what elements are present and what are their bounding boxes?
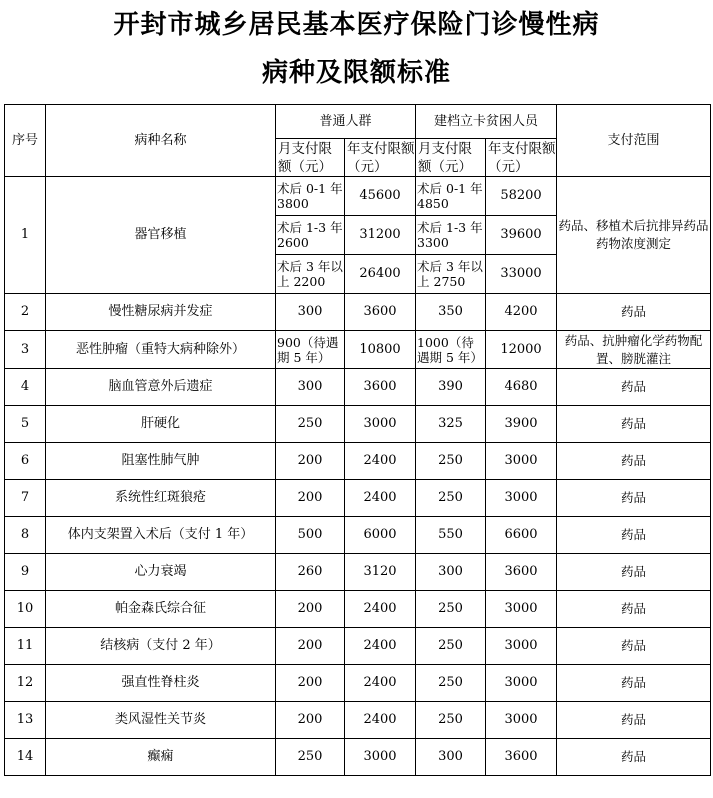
header-general-group: 普通人群 <box>276 105 416 139</box>
row-general-yearly: 3600 <box>345 294 416 331</box>
row-general-monthly: 900（待遇期 5 年） <box>276 331 345 369</box>
organ-poor-yearly: 33000 <box>486 255 557 294</box>
row-poor-monthly: 250 <box>416 443 486 480</box>
row-seq: 9 <box>5 554 46 591</box>
row-general-monthly: 300 <box>276 369 345 406</box>
row-poor-yearly: 3000 <box>486 480 557 517</box>
row-payment-scope: 药品、移植术后抗排异药品药物浓度测定 <box>557 177 711 294</box>
row-general-monthly: 200 <box>276 628 345 665</box>
row-general-yearly: 2400 <box>345 702 416 739</box>
table-row <box>5 702 711 739</box>
row-general-monthly: 200 <box>276 665 345 702</box>
row-general-monthly: 200 <box>276 702 345 739</box>
row-disease-name: 系统性红斑狼疮 <box>46 480 276 517</box>
organ-poor-monthly: 术后 0-1 年 4850 <box>416 177 486 216</box>
row-disease-name: 类风湿性关节炎 <box>46 702 276 739</box>
table-row <box>5 739 711 776</box>
row-payment-scope: 药品 <box>557 665 711 702</box>
row-seq: 4 <box>5 369 46 406</box>
row-general-monthly: 200 <box>276 443 345 480</box>
row-general-monthly: 250 <box>276 406 345 443</box>
row-poor-monthly: 350 <box>416 294 486 331</box>
row-general-monthly: 500 <box>276 517 345 554</box>
row-poor-monthly: 250 <box>416 628 486 665</box>
header-poor-monthly: 月支付限额（元） <box>416 139 486 177</box>
row-seq: 6 <box>5 443 46 480</box>
row-poor-monthly: 1000（待遇期 5 年） <box>416 331 486 369</box>
table-row <box>5 406 711 443</box>
organ-poor-yearly: 58200 <box>486 177 557 216</box>
organ-general-yearly: 31200 <box>345 216 416 255</box>
row-general-monthly: 260 <box>276 554 345 591</box>
row-disease-name: 帕金森氏综合征 <box>46 591 276 628</box>
row-payment-scope: 药品 <box>557 702 711 739</box>
table-header-row <box>5 105 711 139</box>
organ-general-monthly: 术后 0-1 年 3800 <box>276 177 345 216</box>
row-general-monthly: 200 <box>276 591 345 628</box>
row-general-monthly: 300 <box>276 294 345 331</box>
row-poor-monthly: 390 <box>416 369 486 406</box>
row-poor-monthly: 250 <box>416 702 486 739</box>
row-general-yearly: 2400 <box>345 480 416 517</box>
row-payment-scope: 药品 <box>557 369 711 406</box>
row-disease-name: 结核病（支付 2 年） <box>46 628 276 665</box>
row-payment-scope: 药品 <box>557 628 711 665</box>
organ-poor-yearly: 39600 <box>486 216 557 255</box>
row-poor-monthly: 325 <box>416 406 486 443</box>
row-seq: 5 <box>5 406 46 443</box>
row-payment-scope: 药品 <box>557 739 711 776</box>
row-seq: 11 <box>5 628 46 665</box>
organ-poor-monthly: 术后 1-3 年 3300 <box>416 216 486 255</box>
row-general-yearly: 2400 <box>345 628 416 665</box>
table-row <box>5 369 711 406</box>
row-poor-yearly: 3000 <box>486 443 557 480</box>
row-poor-yearly: 4680 <box>486 369 557 406</box>
row-poor-monthly: 300 <box>416 554 486 591</box>
table-row <box>5 331 711 369</box>
row-disease-name: 阻塞性肺气肿 <box>46 443 276 480</box>
organ-general-yearly: 26400 <box>345 255 416 294</box>
row-seq: 1 <box>5 177 46 294</box>
row-payment-scope: 药品 <box>557 294 711 331</box>
organ-poor-monthly: 术后 3 年以上 2750 <box>416 255 486 294</box>
row-payment-scope: 药品 <box>557 554 711 591</box>
row-disease-name: 器官移植 <box>46 177 276 294</box>
row-general-yearly: 3000 <box>345 739 416 776</box>
table-row <box>5 294 711 331</box>
organ-general-monthly: 术后 3 年以上 2200 <box>276 255 345 294</box>
table-row <box>5 554 711 591</box>
row-poor-monthly: 300 <box>416 739 486 776</box>
header-poor-group: 建档立卡贫困人员 <box>416 105 557 139</box>
table-row <box>5 517 711 554</box>
row-seq: 13 <box>5 702 46 739</box>
row-seq: 14 <box>5 739 46 776</box>
row-poor-monthly: 550 <box>416 517 486 554</box>
row-payment-scope: 药品 <box>557 406 711 443</box>
header-poor-yearly: 年支付限额（元） <box>486 139 557 177</box>
row-seq: 3 <box>5 331 46 369</box>
header-general-monthly: 月支付限额（元） <box>276 139 345 177</box>
row-poor-yearly: 3000 <box>486 665 557 702</box>
table-row <box>5 177 711 216</box>
disease-limit-table <box>4 104 711 776</box>
row-general-monthly: 250 <box>276 739 345 776</box>
row-disease-name: 脑血管意外后遗症 <box>46 369 276 406</box>
row-general-monthly: 200 <box>276 480 345 517</box>
row-general-yearly: 2400 <box>345 443 416 480</box>
table-row <box>5 628 711 665</box>
row-poor-monthly: 250 <box>416 480 486 517</box>
document-title-line2: 病种及限额标准 <box>261 58 451 88</box>
table-row <box>5 591 711 628</box>
row-general-yearly: 3600 <box>345 369 416 406</box>
row-general-yearly: 2400 <box>345 591 416 628</box>
row-seq: 2 <box>5 294 46 331</box>
row-disease-name: 慢性糖尿病并发症 <box>46 294 276 331</box>
row-disease-name: 体内支架置入术后（支付 1 年） <box>46 517 276 554</box>
row-poor-yearly: 3600 <box>486 554 557 591</box>
table-row <box>5 443 711 480</box>
row-poor-yearly: 3600 <box>486 739 557 776</box>
row-general-yearly: 2400 <box>345 665 416 702</box>
row-seq: 8 <box>5 517 46 554</box>
header-seq: 序号 <box>5 105 46 177</box>
header-payment-scope: 支付范围 <box>557 105 711 177</box>
row-poor-yearly: 4200 <box>486 294 557 331</box>
organ-general-monthly: 术后 1-3 年 2600 <box>276 216 345 255</box>
row-poor-yearly: 6600 <box>486 517 557 554</box>
row-payment-scope: 药品 <box>557 480 711 517</box>
header-general-yearly: 年支付限额（元） <box>345 139 416 177</box>
table-row <box>5 665 711 702</box>
document-title-line1: 开封市城乡居民基本医疗保险门诊慢性病 <box>113 10 600 40</box>
row-poor-yearly: 3000 <box>486 702 557 739</box>
row-disease-name: 心力衰竭 <box>46 554 276 591</box>
row-general-yearly: 3120 <box>345 554 416 591</box>
table-row <box>5 480 711 517</box>
row-disease-name: 恶性肿瘤（重特大病种除外） <box>46 331 276 369</box>
row-disease-name: 强直性脊柱炎 <box>46 665 276 702</box>
header-disease-name: 病种名称 <box>46 105 276 177</box>
row-general-yearly: 6000 <box>345 517 416 554</box>
row-general-yearly: 3000 <box>345 406 416 443</box>
row-poor-yearly: 3000 <box>486 628 557 665</box>
row-poor-monthly: 250 <box>416 591 486 628</box>
row-poor-yearly: 3000 <box>486 591 557 628</box>
row-disease-name: 肝硬化 <box>46 406 276 443</box>
row-payment-scope: 药品 <box>557 443 711 480</box>
row-payment-scope: 药品、抗肿瘤化学药物配置、膀胱灌注 <box>557 331 711 369</box>
row-poor-yearly: 12000 <box>486 331 557 369</box>
row-seq: 7 <box>5 480 46 517</box>
row-disease-name: 癫痫 <box>46 739 276 776</box>
row-seq: 10 <box>5 591 46 628</box>
row-poor-yearly: 3900 <box>486 406 557 443</box>
row-general-yearly: 10800 <box>345 331 416 369</box>
row-seq: 12 <box>5 665 46 702</box>
row-poor-monthly: 250 <box>416 665 486 702</box>
row-payment-scope: 药品 <box>557 517 711 554</box>
row-payment-scope: 药品 <box>557 591 711 628</box>
organ-general-yearly: 45600 <box>345 177 416 216</box>
